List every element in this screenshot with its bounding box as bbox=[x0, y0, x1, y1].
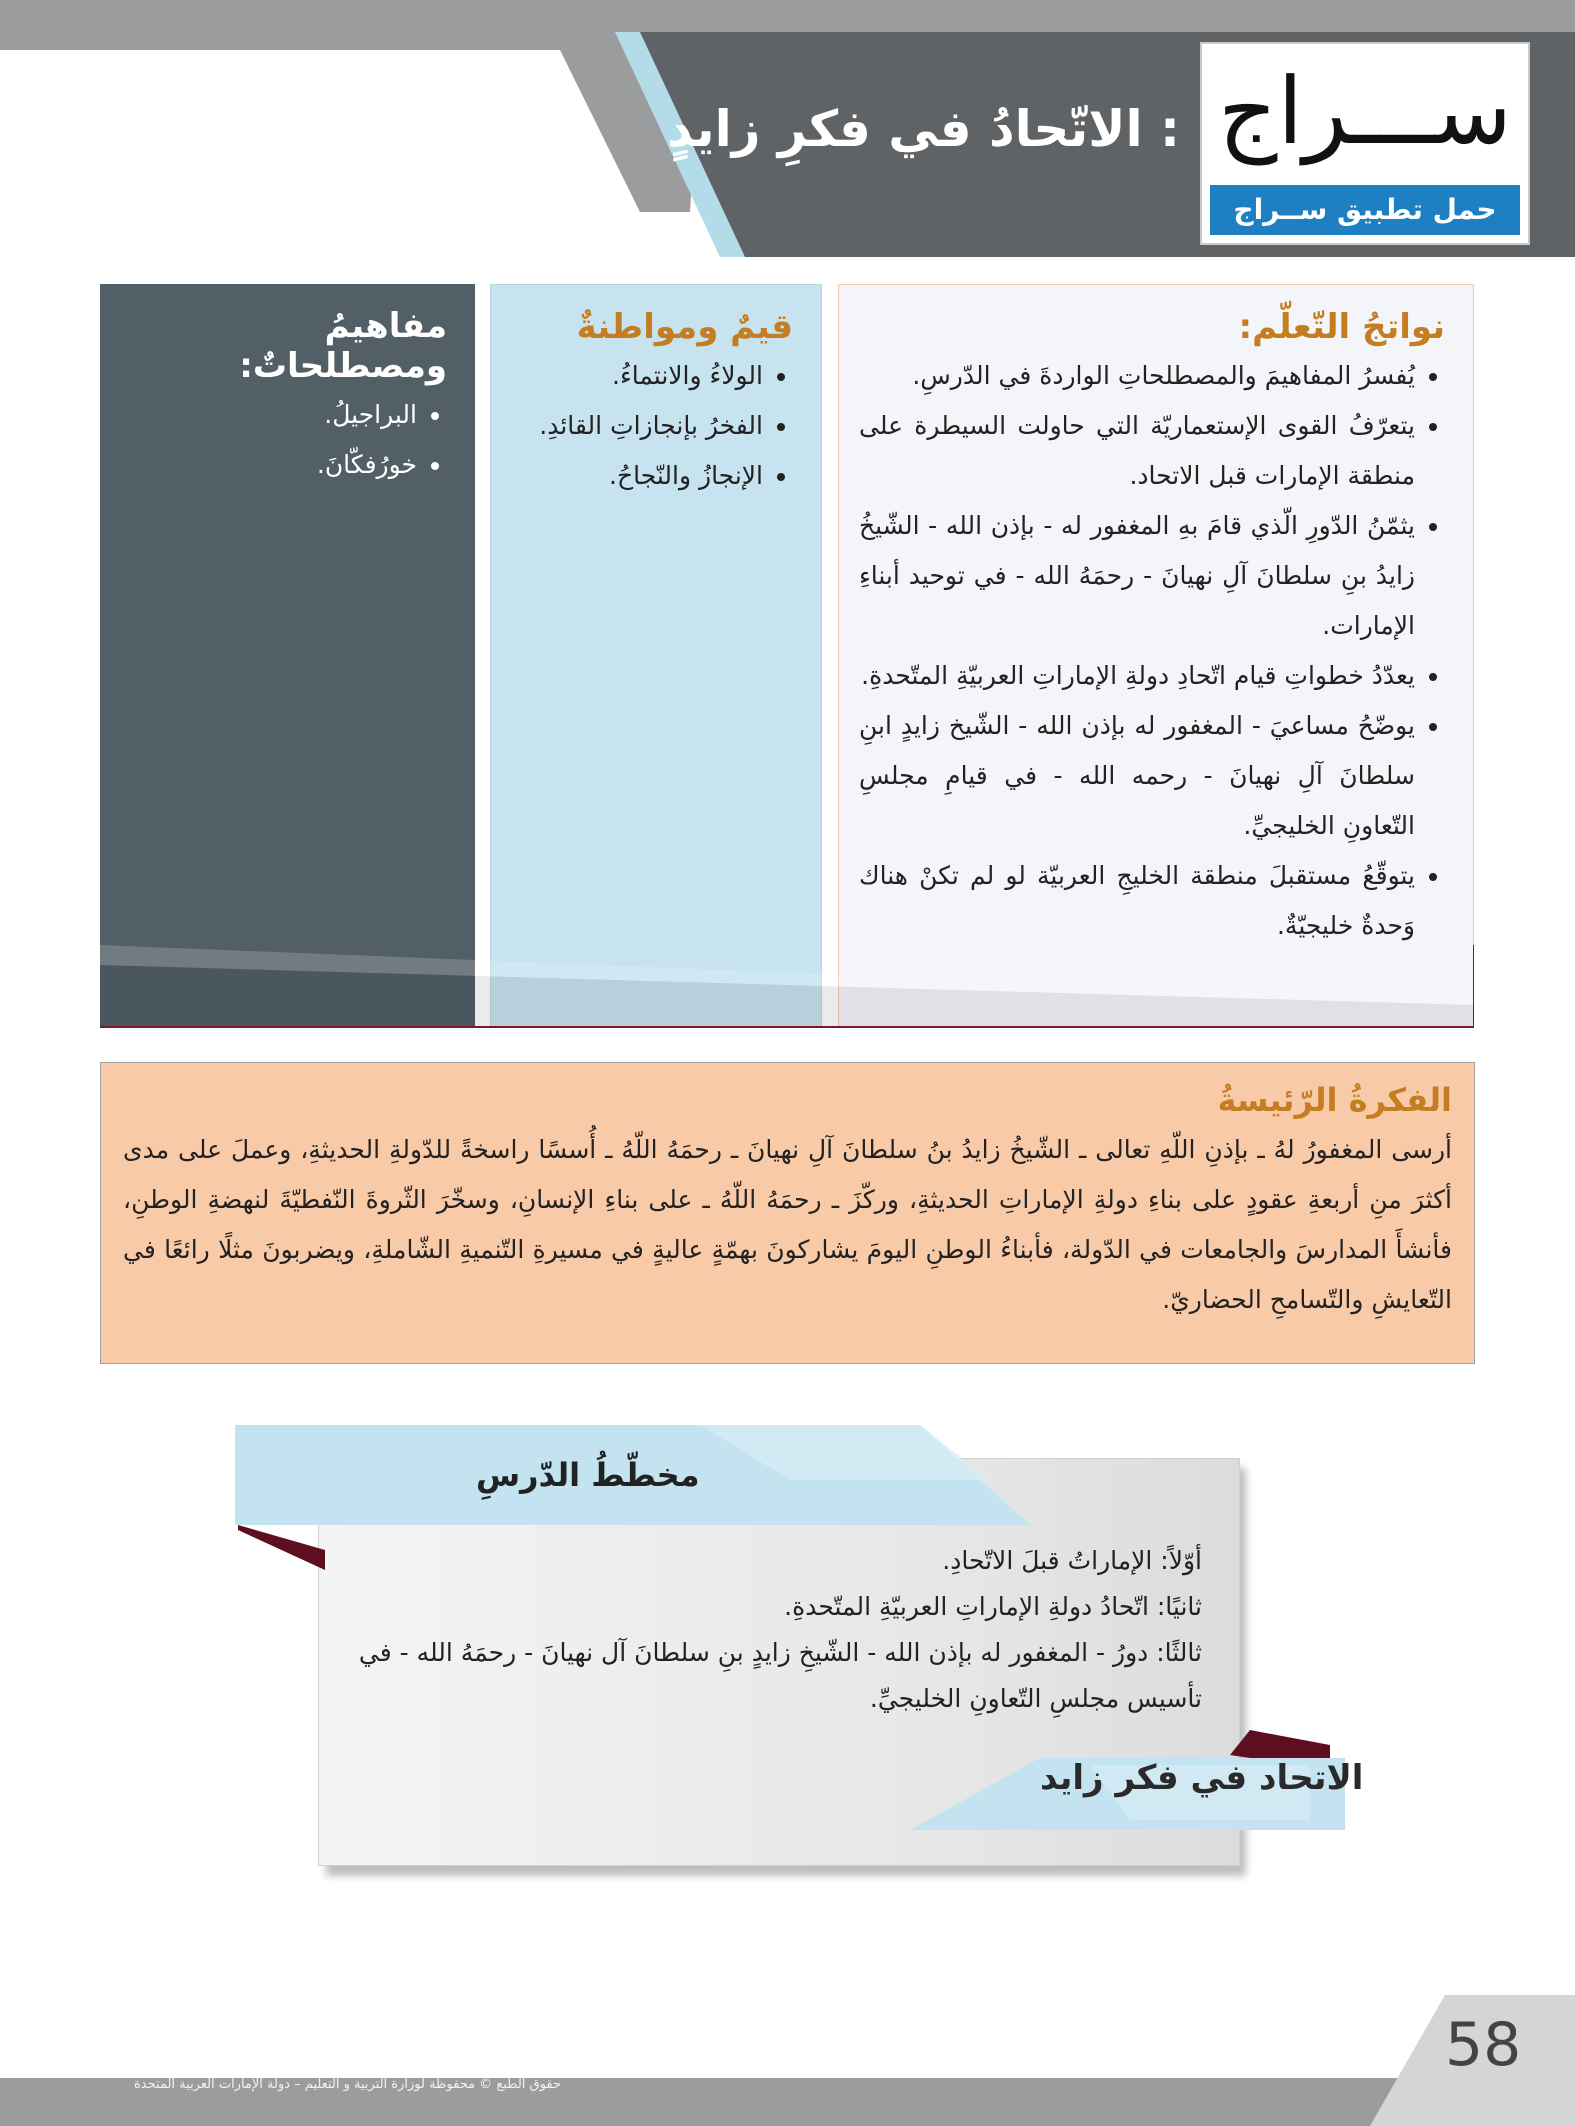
main-idea-box bbox=[100, 1062, 1475, 1364]
main-idea-title: الفكرةُ الرّئيسةُ bbox=[1217, 1081, 1452, 1119]
logo-caption: حمل تطبيق ســراج bbox=[1210, 185, 1520, 235]
list-item: • الولاءُ والانتماءُ. bbox=[511, 351, 763, 401]
list-item: • الفخرُ بإنجازاتِ القائدِ. bbox=[511, 401, 763, 451]
list-item: • البراجيلُ. bbox=[120, 390, 417, 440]
values-title: قيمٌ ومواطنةٌ bbox=[576, 307, 793, 347]
siraj-logo[interactable] bbox=[1200, 42, 1530, 245]
lesson-title: : الاتّحادُ في فكرِ زايدٍ bbox=[666, 100, 1180, 158]
list-item: أوّلاً: الإماراتُ قبلَ الاتّحادِ. bbox=[942, 1546, 1202, 1575]
outcomes-list bbox=[839, 351, 1473, 951]
copyright-notice: حقوق الطبع © محفوظة لوزارة التربية و التعليم – دولة الإمارات العربية المتحدة bbox=[134, 2077, 561, 2092]
list-item: • يتوقّعُ مستقبلَ منطقة الخليجِ العربيّة لو لم تكنْ هناك وَحدةٌ خليجيّةٌ. bbox=[859, 851, 1415, 951]
lesson-plan-list bbox=[340, 1538, 1202, 1722]
list-item: • الإنجازُ والنّجاحُ. bbox=[511, 451, 763, 501]
list-item: • يثمّنُ الدّورِ الّذي قامَ بهِ المغفور له - بإذن الله - الشّيخُ زايدُ بنِ سلطانَ آلِ نهيانَ - رحمَهُ الله - في توحيد أبناءِ الإمارات. bbox=[859, 501, 1415, 651]
top-strip bbox=[0, 0, 1575, 32]
page-number: 58 bbox=[1445, 2010, 1522, 2080]
list-item: ثالثًا: دورُ - المغفور له بإذن الله - الشّيخِ زايدٍ بنِ سلطانَ آل نهيانَ - رحمَهُ الله - في تأسيس مجلسِ التّعاونِ الخليجيِّ. bbox=[358, 1638, 1202, 1713]
concepts-list bbox=[100, 390, 475, 490]
values-list bbox=[491, 351, 821, 501]
lesson-plan-title: مخطّطُ الدّرسِ bbox=[476, 1456, 700, 1494]
columns-shadow-overlay bbox=[100, 945, 1474, 1028]
outcomes-title: نواتجُ التّعلّم: bbox=[1238, 307, 1445, 347]
concepts-column bbox=[100, 284, 475, 1028]
list-item: • يتعرّفُ القوى الإستعماريّة التي حاولت السيطرة على منطقة الإمارات قبل الاتحاد. bbox=[859, 401, 1415, 501]
list-item: • يُفسرُ المفاهيمَ والمصطلحاتِ الواردةَ في الدّرسِ. bbox=[859, 351, 1415, 401]
concepts-title: مفاهيمُ ومصطلحاتٌ: bbox=[239, 306, 447, 386]
list-item: • يعدّدُ خطواتِ قيام اتّحادِ دولةِ الإماراتِ العربيّةِ المتّحدةِ. bbox=[859, 651, 1415, 701]
values-column bbox=[490, 284, 822, 1028]
outcomes-column bbox=[838, 284, 1474, 1028]
main-idea-text: أرسى المغفورُ لهُ ـ بإذنِ اللّهِ تعالى ـ الشّيخُ زايدُ بنُ سلطانَ آلِ نهيانَ ـ رحمَهُ اللّهُ ـ أُسسًا راسخةً للدّولةِ الحديثةِ، وعملَ على مدى أكثرَ منِ أربعةِ عقودٍ على بناءِ دولةِ الإماراتِ الحديثةِ، وركّزَ ـ رحمَهُ اللّهُ ـ على بناءِ الإنسانِ، وسخّرَ الثّروةَ النّفطيّةَ لنهضةِ الوطنِ، فأنشأَ المدارسَ والجامعات في الدّولة، فأبناءُ الوطنِ اليومَ يشاركونَ بهمّةٍ عاليةٍ في مسيرةِ التّنميةِ الشّاملةِ، ويضربونَ مثلًا رائعًا في التّعايشِ والتّسامحِ الحضاريّ. bbox=[123, 1135, 1452, 1314]
lesson-plan-footer-title: الاتحاد في فكر زايد bbox=[1040, 1758, 1364, 1798]
logo-word: ســـراج bbox=[1218, 58, 1512, 165]
list-item: • خورُفكّانَ. bbox=[120, 440, 417, 490]
list-item: • يوضّحُ مساعيَ - المغفور له بإذن الله - الشّيخ زايدٍ ابنِ سلطانَ آلِ نهيانَ - رحمه الله - في قيامِ مجلسِ التّعاونِ الخليجيِّ. bbox=[859, 701, 1415, 851]
list-item: ثانيًا: اتّحادُ دولةِ الإماراتِ العربيّةِ المتّحدةِ. bbox=[784, 1592, 1202, 1621]
